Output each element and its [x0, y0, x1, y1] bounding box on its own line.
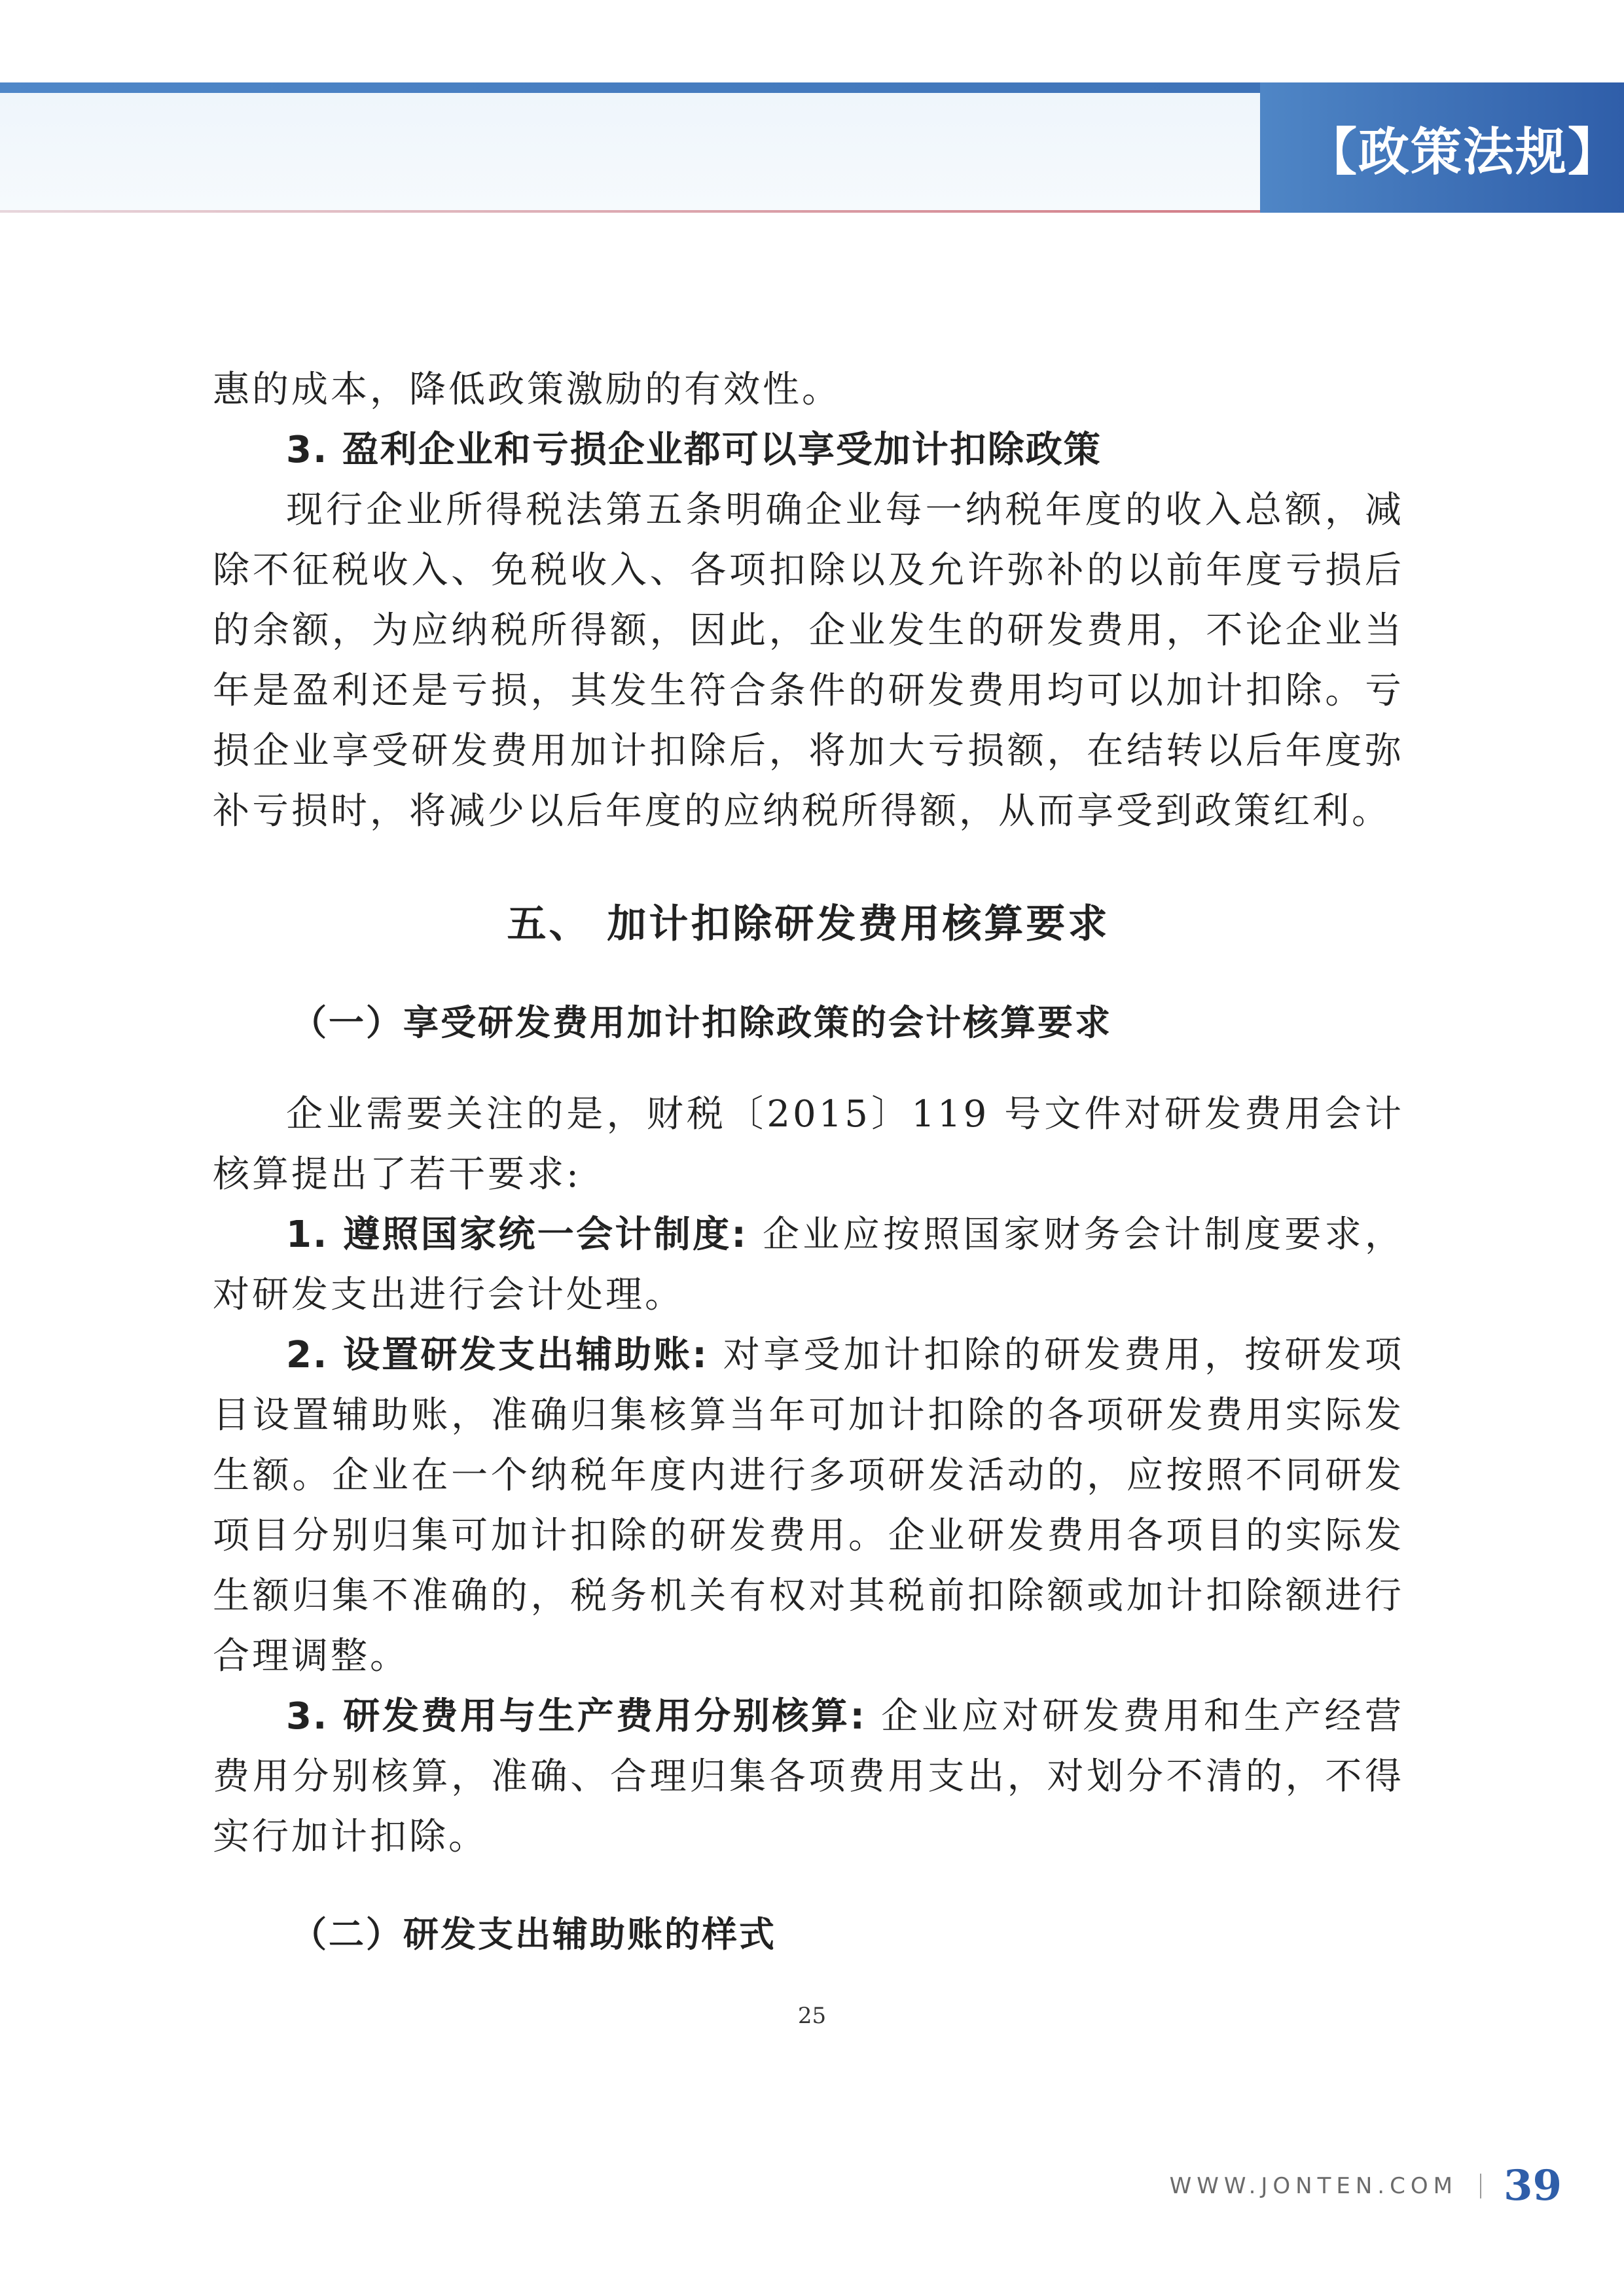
requirement-1-text: 企业应按照国家财务会计制度要求，对研发支出进行会计处理。 — [213, 1213, 1404, 1316]
requirement-3-text: 企业应对研发费用和生产经营费用分别核算，准确、合理归集各项费用支出，对划分不清的，不得实行加计扣除。 — [213, 1695, 1404, 1858]
subsection-title-1: （一）享受研发费用加计扣除政策的会计核算要求 — [291, 1002, 1112, 1043]
document-body — [213, 360, 1404, 1996]
paragraph-continuation: 惠的成本，降低政策激励的有效性。 — [213, 368, 841, 411]
requirement-2 — [213, 1325, 1404, 1687]
subsection-title-2: （二）研发支出辅助账的样式 — [291, 1914, 776, 1955]
item3-heading: 3. 盈利企业和亏损企业都可以享受加计扣除政策 — [286, 429, 1102, 471]
footer-url: WWW.JONTEN.COM — [1169, 2172, 1458, 2199]
inner-page-number: 25 — [797, 2003, 827, 2029]
section-tag-label: 【政策法规】 — [1306, 122, 1621, 182]
item3-paragraph: 现行企业所得税法第五条明确企业每一纳税年度的收入总额，减除不征税收入、免税收入、各项扣除以及允许弥补的以前年度亏损后的余额，为应纳税所得额，因此，企业发生的研发费用，不论企业当年是盈利还是亏损，其发生符合条件的研发费用均可以加计扣除。亏损企业享受研发费用加计扣除后，将加大亏损额，在结转以后年度弥补亏损时，将减少以后年度的应纳税所得额，从而享受到政策红利。 — [213, 489, 1404, 833]
requirement-3 — [213, 1687, 1404, 1867]
requirement-3-lead: 3. 研发费用与生产费用分别核算: — [286, 1695, 866, 1738]
footer-page-number: 39 — [1503, 2161, 1562, 2210]
requirement-2-text: 对享受加计扣除的研发费用，按研发项目设置辅助账，准确归集核算当年可加计扣除的各项研发费用实际发生额。企业在一个纳税年度内进行多项研发活动的，应按照不同研发项目分别归集可加计扣除的研发费用。企业研发费用各项目的实际发生额归集不准确的，税务机关有权对其税前扣除额或加计扣除额进行合理调整。 — [213, 1334, 1404, 1677]
header-band — [0, 82, 1260, 213]
section-title: 五、 加计扣除研发费用核算要求 — [507, 901, 1110, 947]
requirement-1 — [213, 1205, 1404, 1325]
footer-divider — [1480, 2174, 1481, 2198]
requirement-2-lead: 2. 设置研发支出辅助账: — [286, 1334, 708, 1376]
page-footer — [1170, 2161, 1562, 2210]
requirement-1-lead: 1. 遵照国家统一会计制度: — [286, 1213, 748, 1256]
section-tag — [1260, 82, 1624, 213]
subsection-1-intro: 企业需要关注的是，财税〔2015〕119 号文件对研发费用会计核算提出了若干要求: — [213, 1093, 1404, 1196]
